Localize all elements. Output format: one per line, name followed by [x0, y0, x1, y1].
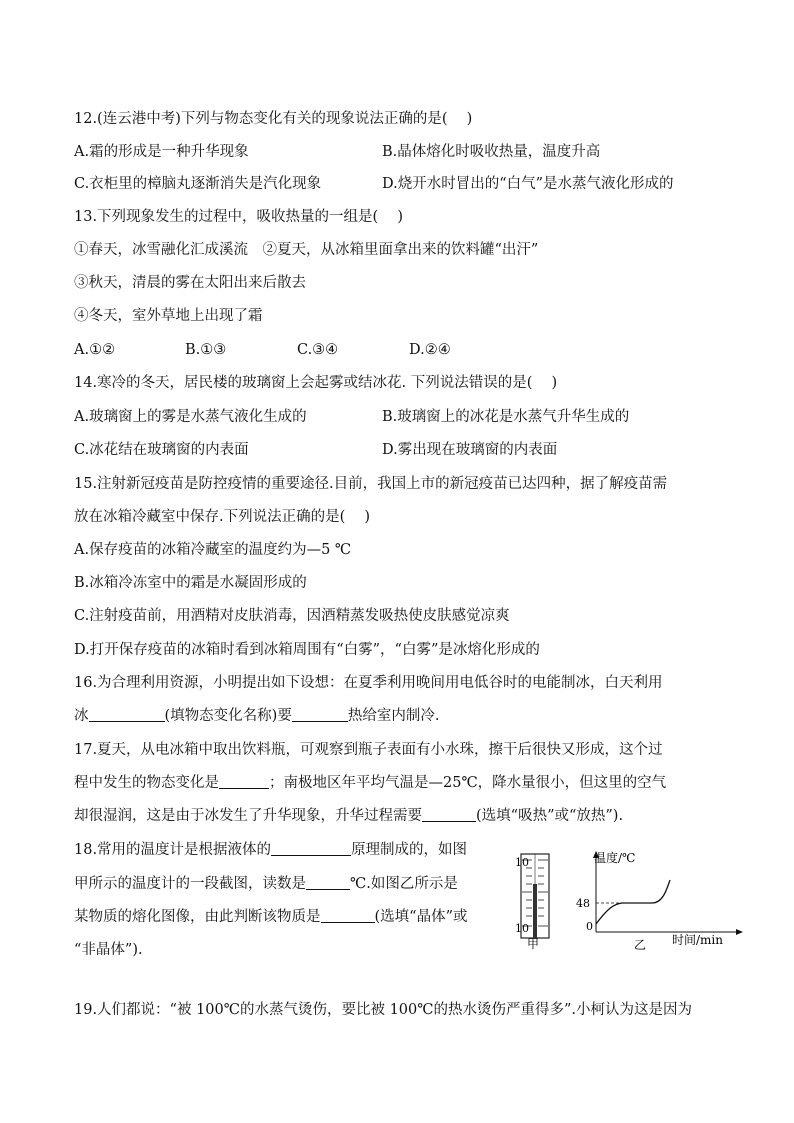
q12-option-a: A.霜的形成是一种升华现象: [74, 144, 249, 160]
q16-text-b: (填物态变化名称)要: [164, 708, 292, 724]
q14-option-b: B.玻璃窗上的冰花是水蒸气升华生成的: [382, 409, 630, 425]
answer-blank[interactable]: [271, 841, 351, 856]
q12-option-d: D.烧开水时冒出的“白气”是水蒸气液化形成的: [382, 176, 674, 192]
q18-text-a: 18.常用的温度计是根据液体的: [74, 842, 272, 858]
q18-text-c: 甲所示的温度计的一段截图，读数是: [74, 876, 306, 892]
q18-text-d: ℃.如图乙所示是: [350, 876, 458, 892]
q13-option-a: A.①②: [74, 342, 116, 358]
q16-line2: [74, 706, 439, 726]
q16-text-c: 热给室内制冷.: [347, 708, 440, 724]
q15-option-d: D.打开保存疫苗的冰箱时看到冰箱周围有“白雾”，“白雾”是冰熔化形成的: [74, 642, 540, 658]
graph-x-label: 时间/min: [672, 933, 723, 947]
q17-line2: [74, 773, 666, 793]
answer-blank[interactable]: [306, 875, 350, 890]
q18-figure: [512, 848, 748, 950]
q18-line1: [74, 840, 467, 860]
graph-melting-curve: [596, 880, 670, 924]
answer-blank[interactable]: [292, 707, 348, 722]
graph-caption: 乙: [634, 938, 647, 950]
q17-text-d: (选填“吸热”或“放热”).: [476, 808, 624, 824]
thermometer-figure: [515, 854, 549, 950]
answer-blank[interactable]: [219, 774, 269, 789]
q18-line2: [74, 874, 458, 894]
answer-blank[interactable]: [89, 707, 165, 722]
q12-option-c: C.衣柜里的樟脑丸逐渐消失是汽化现象: [74, 176, 322, 192]
thermometer-top-label: 10: [515, 856, 529, 869]
graph-tick-48: 48: [576, 897, 590, 910]
q18-line3: [74, 907, 467, 927]
q15-option-b: B.冰箱冷冻室中的霜是水凝固形成的: [74, 575, 307, 591]
q15-option-c: C.注射疫苗前，用酒精对皮肤消毒，因酒精蒸发吸热使皮肤感觉凉爽: [74, 608, 510, 624]
q14-stem: 14.寒冷的冬天，居民楼的玻璃窗上会起雾或结冰花. 下列说法错误的是( ): [74, 375, 558, 391]
q12-stem: 12.(连云港中考)下列与物态变化有关的现象说法正确的是( ): [74, 111, 473, 127]
q14-option-c: C.冰花结在玻璃窗的内表面: [74, 442, 249, 458]
q17-line3: [74, 806, 623, 826]
graph-y-label: 温度/℃: [594, 851, 636, 865]
graph-origin: 0: [586, 920, 593, 933]
q13-stem: 13.下列现象发生的过程中，吸收热量的一组是( ): [74, 209, 403, 225]
q16-line1: 16.为合理利用资源，小明提出如下设想：在夏季利用晚间用电低谷时的电能制冰，白天利用: [74, 675, 663, 691]
q15-option-a: A.保存疫苗的冰箱冷藏室的温度约为—5 ℃: [74, 542, 352, 558]
q16-text-a: 冰: [74, 708, 89, 724]
q18-text-e: 某物质的熔化图像，由此判断该物质是: [74, 909, 321, 925]
q17-line1: 17.夏天，从电冰箱中取出饮料瓶，可观察到瓶子表面有小水珠，擦干后很快又形成，这个过: [74, 742, 663, 758]
q17-text-a: 程中发生的物态变化是: [74, 775, 219, 791]
q13-items-1-2: ①春天，冰雪融化汇成溪流 ②夏天，从冰箱里面拿出来的饮料罐“出汗”: [74, 242, 539, 258]
q15-stem-line2: 放在冰箱冷藏室中保存.下列说法正确的是( ): [74, 509, 371, 525]
q13-option-d: D.②④: [409, 342, 451, 358]
q18-text-f: (选填“晶体”或: [374, 909, 468, 925]
q13-item-4: ④冬天，室外草地上出现了霜: [74, 308, 263, 324]
answer-blank[interactable]: [321, 908, 375, 923]
q15-stem-line1: 15.注射新冠疫苗是防控疫情的重要途径.目前，我国上市的新冠疫苗已达四种，据了解疫苗需: [74, 476, 668, 492]
q17-text-c: 却很湿润，这是由于冰发生了升华现象，升华过程需要: [74, 808, 422, 824]
q13-item-3: ③秋天，清晨的雾在太阳出来后散去: [74, 275, 306, 291]
q19-line1: 19.人们都说：“被 100℃的水蒸气烫伤，要比被 100℃的热水烫伤严重得多”.小柯认为这是因为: [74, 1002, 693, 1018]
graph-x-arrow-icon: [736, 929, 743, 935]
q13-option-c: C.③④: [297, 342, 339, 358]
melting-graph: [576, 850, 743, 950]
thermometer-liquid-column: [533, 884, 537, 938]
q12-option-b: B.晶体熔化时吸收热量，温度升高: [382, 144, 601, 160]
answer-blank[interactable]: [422, 807, 476, 822]
thermometer-bottom-label: 10: [515, 922, 529, 935]
q14-option-d: D.雾出现在玻璃窗的内表面: [382, 442, 558, 458]
q18-line4: “非晶体”).: [74, 942, 143, 958]
q14-option-a: A.玻璃窗上的雾是水蒸气液化生成的: [74, 409, 307, 425]
q18-text-b: 原理制成的，如图: [351, 842, 468, 858]
q13-option-b: B.①③: [185, 342, 227, 358]
thermometer-caption: 甲: [527, 937, 540, 950]
q17-text-b: ；南极地区年平均气温是—25℃，降水量很小，但这里的空气: [269, 775, 667, 791]
